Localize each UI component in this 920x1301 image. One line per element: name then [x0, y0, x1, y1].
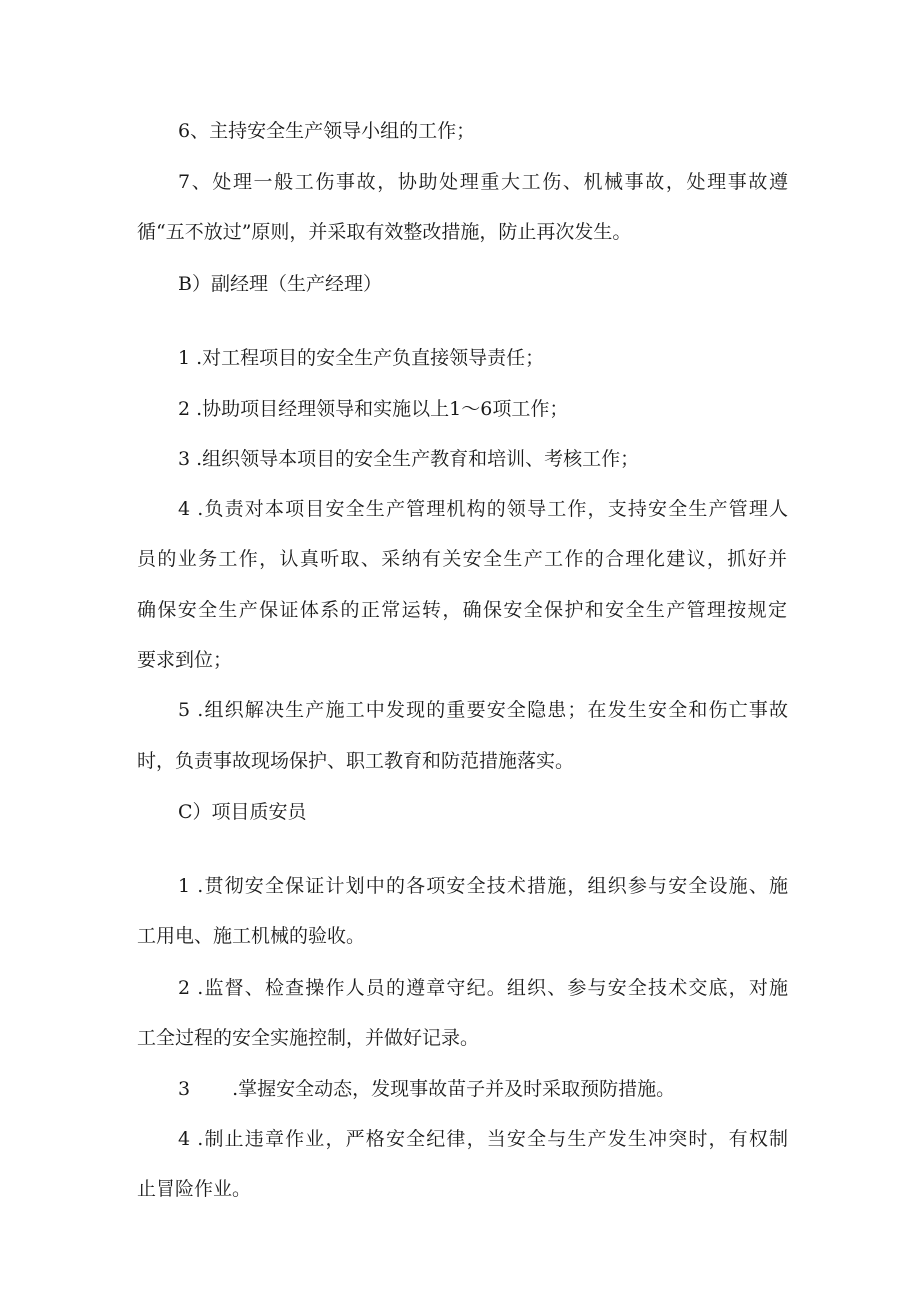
item-c1-line2: 工用电、施工机械的验收。 — [137, 925, 366, 947]
item-c3-number: 3 — [178, 1078, 191, 1100]
item-c2-line1: 2 .监督、检查操作人员的遵章守纪。组织、参与安全技术交底，对施 — [178, 977, 788, 999]
item-b4-line3: 确保安全生产保证体系的正常运转，确保安全保护和安全生产管理按规定 — [137, 599, 787, 621]
item-b4-line4: 要求到位； — [137, 649, 233, 671]
section-b-heading: B）副经理（生产经理） — [178, 273, 382, 295]
item-b5-line2: 时，负责事故现场保护、职工教育和防范措施落实。 — [137, 750, 575, 772]
item-b3: 3 .组织领导本项目的安全生产教育和培训、考核工作； — [178, 448, 640, 470]
item-b1: 1 .对工程项目的安全生产负直接领导责任； — [178, 347, 545, 369]
item-b4-line1: 4 .负责对本项目安全生产管理机构的领导工作，支持安全生产管理人 — [178, 498, 788, 520]
item-a7-line1: 7、处理一般工伤事故，协助处理重大工伤、机械事故，处理事故遵 — [178, 171, 788, 193]
item-b5-line1: 5 .组织解决生产施工中发现的重要安全隐患；在发生安全和伤亡事故 — [178, 699, 788, 721]
item-a7-line2: 循“五不放过”原则，并采取有效整改措施，防止再次发生。 — [137, 221, 632, 243]
section-c-heading: C）项目质安员 — [178, 801, 307, 823]
item-b4-line2: 员的业务工作，认真听取、采纳有关安全生产工作的合理化建议，抓好并 — [137, 548, 787, 570]
item-c1-line1: 1 .贯彻安全保证计划中的各项安全技术措施，组织参与安全设施、施 — [178, 875, 788, 897]
item-b2: 2 .协助项目经理领导和实施以上1～6项工作； — [178, 398, 569, 420]
item-c3 — [178, 1076, 788, 1102]
item-a6: 6、主持安全生产领导小组的工作； — [178, 120, 476, 142]
item-c3-text: .掌握安全动态，发现事故苗子并及时采取预防措施。 — [232, 1078, 676, 1100]
item-c4-line2: 止冒险作业。 — [137, 1178, 252, 1200]
item-c4-line1: 4 .制止违章作业，严格安全纪律，当安全与生产发生冲突时，有权制 — [178, 1128, 788, 1150]
item-c2-line2: 工全过程的安全实施控制，并做好记录。 — [137, 1027, 480, 1049]
